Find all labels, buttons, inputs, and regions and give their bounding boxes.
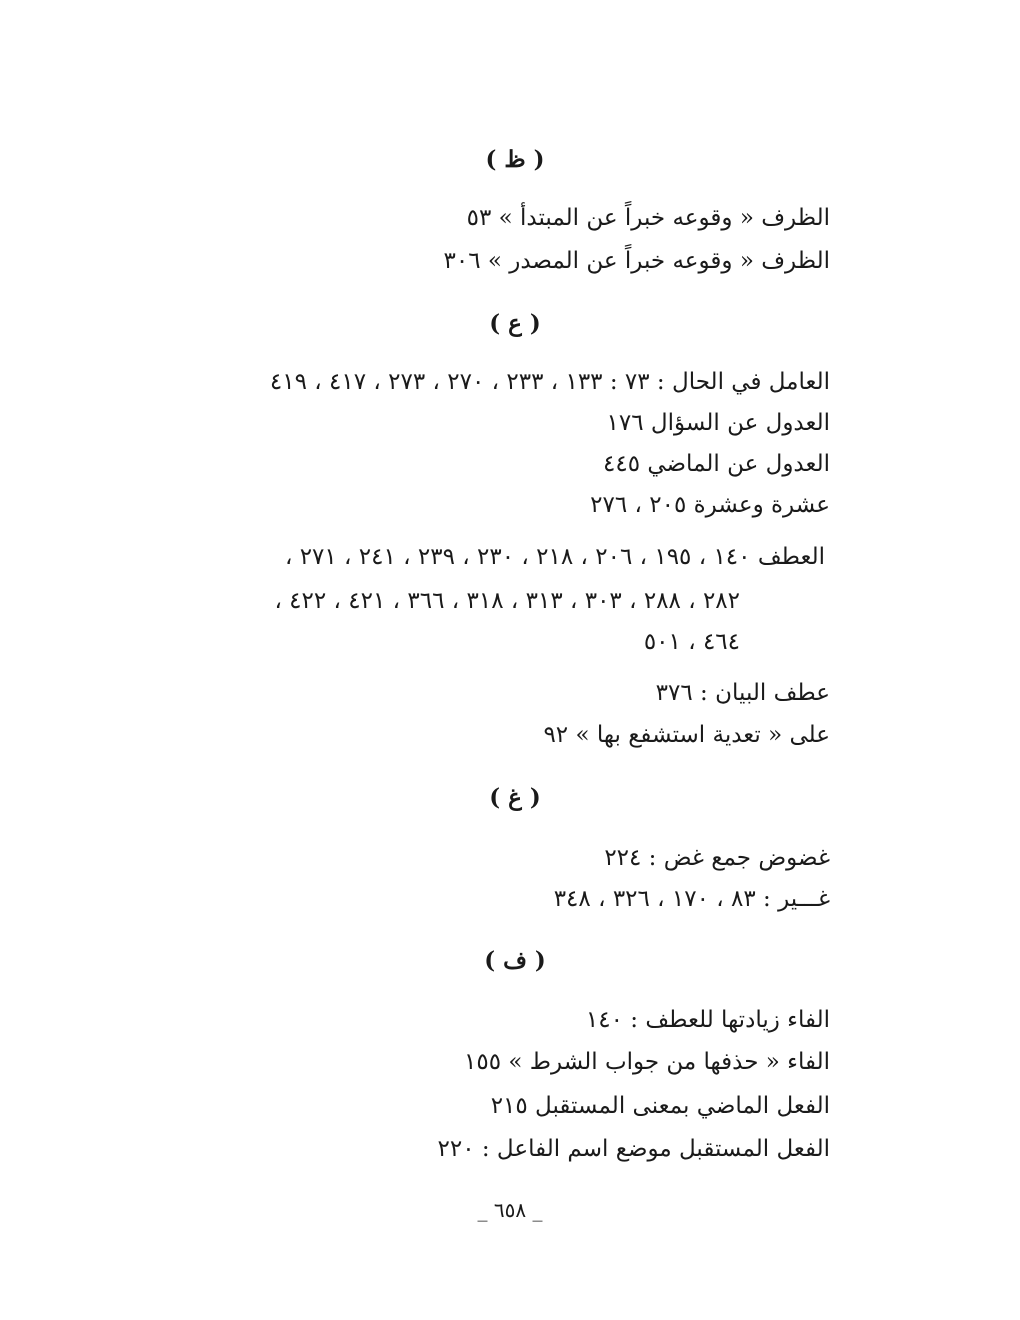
- index-entry: غضوض جمع غض : ٢٢٤: [604, 845, 830, 871]
- section-heading-fa: ( ف ): [484, 947, 546, 974]
- index-entry: عطف البيان : ٣٧٦: [655, 680, 830, 706]
- index-entry: على « تعدية استشفع بها » ٩٢: [543, 722, 830, 748]
- index-entry: الفعل الماضي بمعنى المستقبل ٢١٥: [490, 1093, 830, 1119]
- index-entry: الفاء « حذفها من جواب الشرط » ١٥٥: [464, 1049, 830, 1075]
- index-entry: الفعل المستقبل موضع اسم الفاعل : ٢٢٠: [437, 1136, 830, 1162]
- page-number: _ ٦٥٨ _: [477, 1198, 543, 1222]
- section-heading-ayn: ( ع ): [489, 310, 541, 337]
- index-entry: غـــير : ٨٣ ، ١٧٠ ، ٣٢٦ ، ٣٤٨: [553, 886, 830, 912]
- section-heading-za: ( ظ ): [485, 146, 545, 173]
- index-entry: الظرف « وقوعه خبراً عن المصدر » ٣٠٦: [443, 248, 830, 274]
- index-entry: العدول عن الماضي ٤٤٥: [602, 451, 830, 477]
- index-entry-continuation: ٢٨٢ ، ٢٨٨ ، ٣٠٣ ، ٣١٣ ، ٣١٨ ، ٣٦٦ ، ٤٢١ ، ٤٢٢ ،: [274, 588, 740, 614]
- section-heading-ghayn: ( غ ): [489, 784, 541, 811]
- index-entry: الظرف « وقوعه خبراً عن المبتدأ » ٥٣: [466, 205, 830, 231]
- index-entry: العطف ١٤٠ ، ١٩٥ ، ٢٠٦ ، ٢١٨ ، ٢٣٠ ، ٢٣٩ ، ٢٤١ ، ٢٧١ ،: [284, 544, 825, 570]
- index-entry: الفاء زيادتها للعطف : ١٤٠: [585, 1007, 830, 1033]
- index-entry-continuation: ٤٦٤ ، ٥٠١: [643, 629, 740, 655]
- index-entry: العدول عن السؤال ١٧٦: [606, 410, 830, 436]
- index-entry: عشرة وعشرة ٢٠٥ ، ٢٧٦: [590, 492, 830, 518]
- index-entry: العامل في الحال : ٧٣ : ١٣٣ ، ٢٣٣ ، ٢٧٠ ، ٢٧٣ ، ٤١٧ ، ٤١٩: [269, 369, 830, 395]
